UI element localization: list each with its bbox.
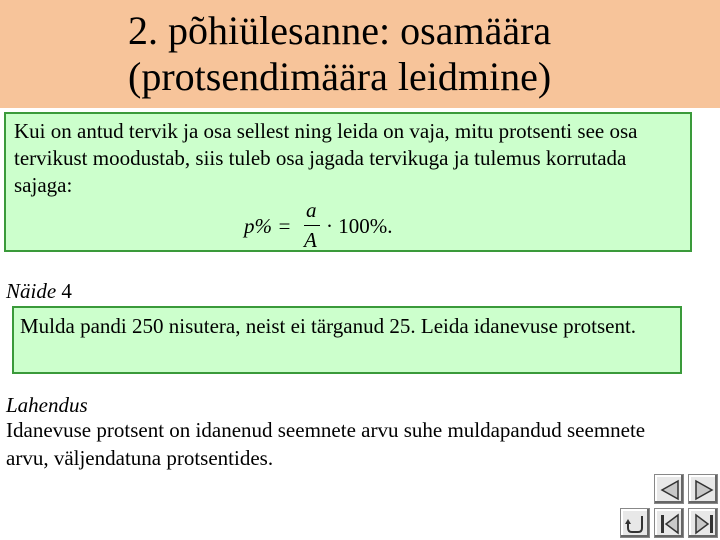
example-number: 4 xyxy=(61,279,72,303)
title-line-2: (protsendimäära leidmine) xyxy=(128,54,552,99)
return-icon xyxy=(624,512,648,536)
last-icon xyxy=(692,512,716,536)
example-label-word: Näide xyxy=(6,279,57,303)
first-button[interactable] xyxy=(654,508,684,538)
formula-numerator: a xyxy=(306,198,317,222)
next-icon xyxy=(692,478,716,502)
return-button[interactable] xyxy=(620,508,650,538)
solution-text: Idanevuse protsent on idanenud seemnete arvu suhe muldapandud seemnete arvu, väljendatuna protsentides. xyxy=(6,418,646,470)
slide-title xyxy=(128,8,688,100)
first-icon xyxy=(658,512,682,536)
formula-denominator: A xyxy=(304,228,317,252)
previous-icon xyxy=(658,478,682,502)
example-box xyxy=(12,306,682,374)
fraction-bar xyxy=(304,225,320,226)
next-button[interactable] xyxy=(688,474,718,504)
example-text: Mulda pandi 250 nisutera, neist ei tärganud 25. Leida idanevuse protsent. xyxy=(20,314,637,338)
last-button[interactable] xyxy=(688,508,718,538)
title-line-1: 2. põhiülesanne: osamäära xyxy=(128,8,552,53)
rule-text: Kui on antud tervik ja osa sellest ning leida on vaja, mitu protsenti see osa tervikust moodustab, siis tuleb osa jagada tervikuga ja tulemus korrutada sajaga: xyxy=(14,119,638,197)
example-label xyxy=(6,278,72,304)
formula-rhs: · 100%. xyxy=(326,214,393,238)
formula-lhs: p% = xyxy=(244,214,292,238)
rule-box xyxy=(4,112,692,252)
solution-label: Lahendus xyxy=(6,393,88,417)
slide-header xyxy=(0,0,720,108)
previous-button[interactable] xyxy=(654,474,684,504)
percent-formula xyxy=(244,200,444,250)
